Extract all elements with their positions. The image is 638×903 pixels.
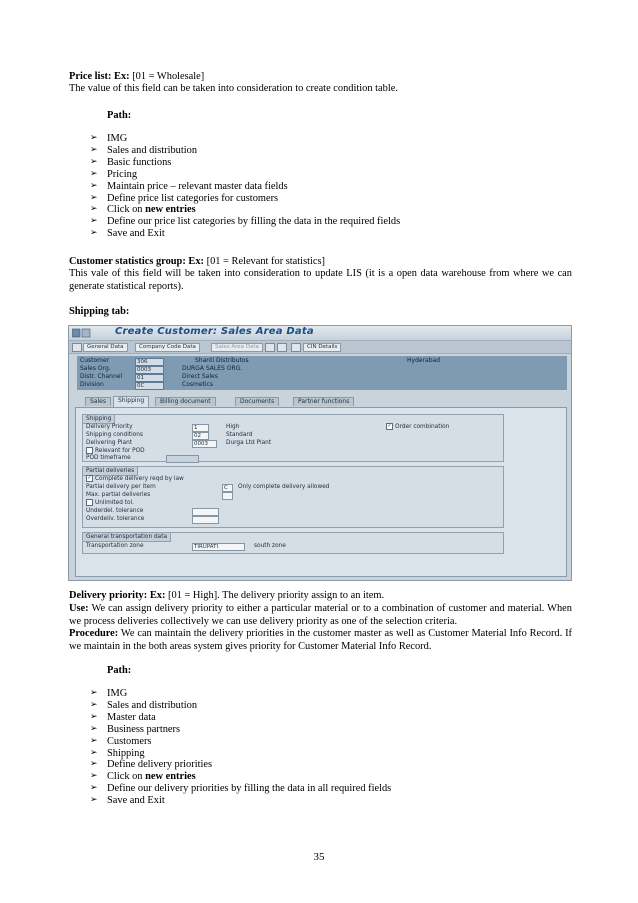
path-step [90,228,400,240]
page-number: 35 [313,851,325,863]
delivery-priority-label: Delivery priority: [69,590,148,601]
arrow-bullet-icon: ➢ [90,759,98,770]
transport-group [82,532,504,554]
delivery-priority-ex-label: Ex: [149,590,166,601]
path-step-text: Sales and distribution [107,144,198,156]
sap-screenshot [68,325,572,581]
shipping-conditions-row [86,431,496,439]
path-step [90,688,391,700]
partial-per-item-row [86,483,496,491]
display-change-icon[interactable] [72,343,82,352]
path-step-text: IMG [107,688,128,699]
delivery-priority-field[interactable]: 1 [192,424,209,432]
path-step [90,700,391,712]
delivery-priority-desc: High [226,424,240,430]
arrow-bullet-icon: ➢ [90,180,98,191]
path-step-text: Basic functions [107,156,172,168]
path-step-text: Maintain price – relevant master data fields [107,180,288,192]
other-icon[interactable] [277,343,287,352]
pod-timeframe-row [86,454,496,462]
partial-per-item-label: Partial delivery per item [86,484,156,490]
max-partial-label: Max. partial deliveries [86,492,151,498]
path-step-text: Click on [107,204,146,216]
division-field[interactable]: 0C [135,382,164,390]
price-list-path-title: Path: [107,110,132,121]
path-step [90,181,400,193]
transport-zone-desc: south zone [254,543,286,549]
arrow-bullet-icon: ➢ [90,711,98,722]
use-label: Use: [69,603,89,614]
checkmark-icon: ✓ [87,475,92,481]
delivering-plant-row [86,439,496,447]
path-step-text: Business partners [107,723,181,735]
channel-field[interactable]: 01 [135,374,164,382]
relevant-pod-label: Relevant for POD [95,448,145,454]
procedure-text: We can maintain the delivery priorities in the customer master as well as Customer Material Info Record. If we maintain in the both areas system gives priority for Customer Material Info Record. [69,628,572,652]
arrow-bullet-icon: ➢ [90,192,98,203]
sap-screen-title: Create Customer: Sales Area Data [115,326,314,337]
customer-field[interactable]: 306 [135,358,164,366]
path-step [90,724,391,736]
customer-city: Hyderabad [407,357,440,364]
transport-zone-label: Transportation zone [86,543,144,549]
sales-org-field[interactable]: 0003 [135,366,164,374]
tab-billing-document[interactable]: Billing document [155,397,216,406]
delivery-priority-ex-value: [01 = High]. The delivery priority assign to an item. [168,590,385,601]
path-step-text: Customers [107,735,152,747]
path-step [90,204,400,216]
price-list-path [90,133,400,240]
partial-deliveries-group [82,466,504,528]
arrow-bullet-icon: ➢ [90,156,98,167]
arrow-bullet-icon: ➢ [90,228,98,239]
division-label: Division [80,381,104,388]
shipping-conditions-label: Shipping conditions [86,432,143,438]
delivering-plant-field[interactable]: 0003 [192,440,217,448]
path-step-bold: new entries [145,204,196,216]
delivery-priority-path [90,688,391,807]
unlimited-tol-row [86,499,496,507]
customer-name: Shanti Distributos [195,357,249,364]
shipping-group [82,414,504,462]
path-step [90,216,400,228]
path-step-text: Shipping [107,747,145,759]
arrow-bullet-icon: ➢ [90,168,98,179]
channel-desc: Direct Sales [182,373,218,380]
partial-per-item-field[interactable]: C [222,484,233,492]
pod-timeframe-label: POD timeframe [86,455,131,461]
transport-group-title: General transportation data [82,532,171,542]
shipping-conditions-field[interactable]: 02 [192,432,209,440]
delivering-plant-desc: Durga Ltd Plant [226,440,272,446]
customer-label: Customer [80,357,110,364]
arrow-bullet-icon: ➢ [90,735,98,746]
header-channel-row [77,373,567,381]
header-customer-row [77,357,567,365]
procedure-paragraph [69,628,572,653]
arrow-bullet-icon: ➢ [90,133,98,143]
arrow-bullet-icon: ➢ [90,771,98,782]
price-list-ex-value: [01 = Wholesale] [132,71,205,82]
unlimited-tol-checkbox[interactable] [86,499,134,507]
channel-label: Distr. Channel [80,373,123,380]
cin-icon[interactable] [291,343,301,352]
order-combination-checkbox[interactable] [386,423,449,431]
path-step-text: Sales and distribution [107,699,198,711]
delivery-priority-label: Delivery Priority [86,424,133,430]
partial-per-item-desc: Only complete delivery allowed [238,484,330,490]
path-step-text: Define price list categories for customers [107,192,279,204]
company-code-data-button[interactable]: Company Code Data [135,343,200,352]
path-step-text: Master data [107,711,156,723]
path-step [90,783,391,795]
complete-delivery-row [86,475,496,483]
path-step [90,157,400,169]
complete-delivery-label: Complete delivery reqd by law [95,476,184,482]
arrow-bullet-icon: ➢ [90,699,98,710]
header-division-row [77,381,567,389]
price-list-label: Price list: [69,71,112,82]
sap-title-bar [69,326,571,340]
arrow-bullet-icon: ➢ [90,747,98,758]
path-step [90,759,391,771]
cin-details-button[interactable]: CIN Details [303,343,341,352]
path-step-text: Save and Exit [107,795,165,807]
price-list-ex-label: Ex: [114,71,130,82]
price-list-heading [69,71,572,84]
path-step-text: Define our delivery priorities by filling the data in all required fields [107,783,392,795]
procedure-label: Procedure: [69,628,119,639]
price-list-description: The value of this field can be taken into consideration to create condition table. [69,83,398,94]
transport-zone-field[interactable]: TIRUPATI [192,543,245,551]
arrow-bullet-icon: ➢ [90,795,98,806]
checkbox-icon [86,447,93,454]
sales-area-data-button[interactable]: Sales Area Data [211,343,263,352]
tab-sales[interactable]: Sales [85,397,111,406]
shipping-tab-heading [69,306,572,319]
division-desc: Cosmetics [182,381,213,388]
path-step [90,193,400,205]
stats-group-heading [69,256,572,269]
stats-group-ex-label: Ex: [188,256,204,267]
shipping-tab-body [75,407,567,577]
path-step [90,736,391,748]
path-step [90,748,391,760]
unlimited-tol-label: Unlimited tol. [95,500,135,506]
path-step [90,133,400,145]
arrow-bullet-icon: ➢ [90,144,98,155]
sap-toolbar [69,340,571,354]
checkbox-icon [86,499,93,506]
delivery-priority-heading [69,590,572,603]
delivering-plant-label: Delivering Plant [86,440,133,446]
sap-window-icon [72,328,92,338]
tab-documents[interactable]: Documents [235,397,279,406]
max-partial-row [86,491,496,499]
path-step-text: Pricing [107,168,138,180]
shipping-group-title: Shipping [82,414,115,424]
arrow-bullet-icon: ➢ [90,783,98,794]
transport-zone-row [86,542,496,550]
stats-group-label: Customer statistics group: [69,256,186,267]
use-paragraph [69,603,572,628]
arrow-bullet-icon: ➢ [90,204,98,215]
general-data-button[interactable]: General Data [83,343,128,352]
order-combination-label: Order combination [395,424,450,430]
path-step-bold: new entries [145,771,196,783]
overdel-label: Overdeliv. tolerance [86,516,145,522]
sap-header-panel [77,356,567,390]
path-step [90,771,391,783]
sales-org-desc: DURGA SALES ORG. [182,365,243,372]
path-step [90,795,391,807]
overdel-field[interactable] [192,516,219,524]
use-text: We can assign delivery priority to either a particular material or to a combination of customer and material. When we process deliveries collectively we can use delivery priority as one of the selection criteria. [69,603,572,627]
sales-org-label: Sales Org. [80,365,111,372]
path-step [90,169,400,181]
path-step [90,145,400,157]
path-step-text: Define delivery priorities [107,759,213,771]
path-step-text: Click on [107,771,146,783]
pod-timeframe-field[interactable] [166,455,199,463]
path-step-text: Save and Exit [107,228,165,240]
tab-partner-functions[interactable]: Partner functions [293,397,354,406]
partial-deliveries-title: Partial deliveries [82,466,138,476]
path-step [90,712,391,724]
tab-shipping[interactable]: Shipping [113,396,149,407]
overdel-row [86,515,496,523]
header-sales-org-row [77,365,567,373]
underdel-row [86,507,496,515]
path-step-text: Define our price list categories by filling the data in the required fields [107,216,401,228]
complete-delivery-checkbox[interactable] [86,475,184,483]
delivery-priority-row [86,423,496,431]
shipping-conditions-desc: Standard [226,432,253,438]
arrow-bullet-icon: ➢ [90,688,98,698]
path-step-text: IMG [107,133,128,144]
arrow-bullet-icon: ➢ [90,723,98,734]
checkmark-icon: ✓ [387,423,392,429]
delivery-path-title: Path: [107,665,132,676]
save-icon[interactable] [265,343,275,352]
arrow-bullet-icon: ➢ [90,216,98,227]
stats-group-description: This vale of this field will be taken into consideration to update LIS (it is a open data warehouse from where we can generate statistical reports). [69,268,572,292]
stats-group-ex-value: [01 = Relevant for statistics] [206,256,326,267]
shipping-tab-label: Shipping tab: [69,306,130,317]
underdel-label: Underdel. tolerance [86,508,144,514]
